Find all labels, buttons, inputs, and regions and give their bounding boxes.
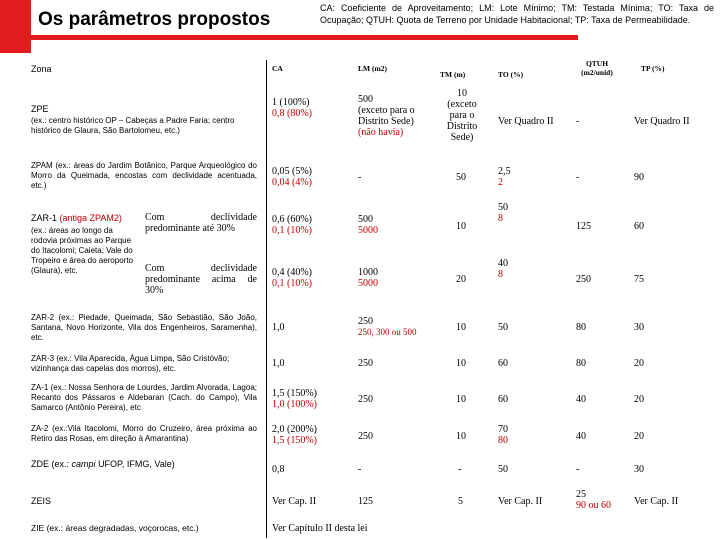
zpe-tm-line5: Sede) bbox=[450, 132, 474, 143]
header-tp: TP (%) bbox=[641, 64, 665, 73]
za2-ca-line1: 2,0 (200%) bbox=[272, 424, 317, 435]
zie-reference: Ver Capítulo II desta lei bbox=[272, 523, 368, 534]
zar1a-to-line1: 50 bbox=[498, 202, 508, 213]
zpe-lm-line1: 500 bbox=[358, 94, 373, 105]
zar2-tp: 30 bbox=[634, 322, 644, 333]
za2-description: ZA-2 (ex.:Vila Itacolomi, Morro do Cruzeiro, área próxima ao Retiro das Rosas, em direção à Amarantina) bbox=[31, 424, 257, 443]
zpe-lm-line3: Distrito Sede) bbox=[358, 116, 414, 127]
za2-ca bbox=[272, 424, 317, 446]
zar3-qtuh: 80 bbox=[576, 358, 586, 369]
header-qtuh-line2: (m2/unid) bbox=[581, 68, 613, 77]
za2-to bbox=[498, 424, 508, 446]
zar1-name: ZAR-1 bbox=[31, 213, 58, 223]
zar2-lm-line2: 250, 300 ou 500 bbox=[358, 327, 417, 337]
za1-tp: 20 bbox=[634, 394, 644, 405]
zie-description: ZIE (ex.: áreas degradadas, voçorocas, etc.) bbox=[31, 523, 199, 533]
zar1b-condition: Com declividade predominante acima de 30% bbox=[145, 263, 257, 296]
za2-lm: 250 bbox=[358, 431, 373, 442]
za1-to: 60 bbox=[498, 394, 508, 405]
zpam-lm: - bbox=[358, 172, 362, 183]
zpam-to bbox=[498, 166, 511, 188]
zar1b-to-line2: 8 bbox=[498, 269, 503, 280]
zpe-ca bbox=[272, 97, 312, 119]
zar1-title bbox=[31, 213, 137, 224]
zar3-ca: 1,0 bbox=[272, 358, 285, 369]
zar1b-lm bbox=[358, 267, 378, 289]
zpe-ca-line1: 1 (100%) bbox=[272, 97, 310, 108]
zpam-description: ZPAM (ex.: áreas do Jardim Botânico, Parque Arqueológico do Morro da Queimada, encostas com declividade acentuada, etc.) bbox=[31, 161, 257, 190]
zpe-tm-line4: Distrito bbox=[446, 121, 478, 132]
zeis-qtuh-line1: 25 bbox=[576, 489, 586, 500]
zpe-lm-line2: (exceto para o bbox=[358, 105, 415, 116]
zar1a-to bbox=[498, 202, 508, 224]
zar1a-tm: 10 bbox=[456, 221, 466, 232]
header-qtuh bbox=[572, 59, 622, 77]
zeis-tp: Ver Cap. II bbox=[634, 496, 679, 507]
za2-ca-line2: 1,5 (150%) bbox=[272, 435, 317, 446]
header-ca: CA bbox=[272, 64, 283, 73]
zpe-to: Ver Quadro II bbox=[498, 116, 554, 127]
zpe-qtuh: - bbox=[576, 116, 580, 127]
zar1b-to-line1: 40 bbox=[498, 258, 508, 269]
zpe-description: (ex.: centro histórico OP – Cabeças a Padre Faria; centro histórico de Glaura, São Bartolomeu, etc.) bbox=[31, 116, 235, 135]
za1-ca bbox=[272, 388, 317, 410]
za1-lm: 250 bbox=[358, 394, 373, 405]
zpam-tp: 90 bbox=[634, 172, 644, 183]
zpe-tp: Ver Quadro II bbox=[634, 116, 690, 127]
za2-to-line1: 70 bbox=[498, 424, 508, 435]
zeis-description: ZEIS bbox=[31, 496, 52, 506]
zeis-lm: 125 bbox=[358, 496, 373, 507]
zar1a-qtuh: 125 bbox=[576, 221, 591, 232]
zar1b-lm-line1: 1000 bbox=[358, 267, 378, 278]
zar1b-to bbox=[498, 258, 508, 280]
zpe-tm-line3: para o bbox=[449, 110, 475, 121]
zar3-lm: 250 bbox=[358, 358, 373, 369]
za2-qtuh: 40 bbox=[576, 431, 586, 442]
zeis-to: Ver Cap. II bbox=[498, 496, 543, 507]
zar1a-lm-line2: 5000 bbox=[358, 225, 378, 236]
zpam-to-line2: 2 bbox=[498, 177, 503, 188]
zar2-description: ZAR-2 (ex.: Piedade, Queimada, São Sebastião, São João, Santana, Novo Horizonte, Vila dos Engenheiros, Saramenha), etc. bbox=[31, 313, 257, 342]
zeis-qtuh bbox=[576, 489, 611, 511]
za1-ca-line2: 1,0 (100%) bbox=[272, 399, 317, 410]
zde-tm: - bbox=[458, 464, 462, 475]
zar1a-ca-line2: 0,1 (10%) bbox=[272, 225, 312, 236]
za1-tm: 10 bbox=[456, 394, 466, 405]
page-title: Os parâmetros propostos bbox=[38, 9, 271, 30]
zde-ca: 0,8 bbox=[272, 464, 285, 475]
zde-tp: 30 bbox=[634, 464, 644, 475]
zpam-ca-line2: 0,04 (4%) bbox=[272, 177, 312, 188]
zde-description-post: UFOP, IFMG, Vale) bbox=[98, 459, 175, 469]
za2-tm: 10 bbox=[456, 431, 466, 442]
zar2-to: 50 bbox=[498, 322, 508, 333]
zar1b-ca bbox=[272, 267, 312, 289]
zeis-qtuh-line2: 90 ou 60 bbox=[576, 500, 611, 511]
zar1b-tm: 20 bbox=[456, 274, 466, 285]
zar3-tm: 10 bbox=[456, 358, 466, 369]
zar1a-condition: Com declividade predominante até 30% bbox=[145, 212, 257, 234]
header-lm: LM (m2) bbox=[358, 64, 387, 73]
zar1-former-name: (antiga ZPAM2) bbox=[59, 213, 122, 223]
zar2-ca: 1,0 bbox=[272, 322, 285, 333]
zde-description-italic: campi bbox=[71, 459, 96, 469]
zpe-tm bbox=[440, 88, 484, 143]
zeis-ca: Ver Cap. II bbox=[272, 496, 317, 507]
zpe-tm-line2: (exceto bbox=[447, 99, 477, 110]
header-zona: Zona bbox=[31, 64, 52, 74]
za2-to-line2: 80 bbox=[498, 435, 508, 446]
zar2-qtuh: 80 bbox=[576, 322, 586, 333]
zpam-to-line1: 2,5 bbox=[498, 166, 511, 177]
abbreviation-legend: CA: Coeficiente de Aproveitamento; LM: Lote Mínimo; TM: Testada Mínima; TO: Taxa de Ocupação; QTUH: Quota de Terreno por Unidade Habitacional; TP: Taxa de Permeabilidade. bbox=[320, 3, 714, 25]
za1-qtuh: 40 bbox=[576, 394, 586, 405]
zar1-description: (ex.: áreas ao longo da rodovia próximas ao Parque do Itacolomi; Caieta; Vale do Tropeiro e área do aeroporto (Glaura), etc. bbox=[31, 226, 133, 275]
zde-lm: - bbox=[358, 464, 362, 475]
zar1a-tp: 60 bbox=[634, 221, 644, 232]
zar3-to: 60 bbox=[498, 358, 508, 369]
zpe-ca-line2: 0,8 (80%) bbox=[272, 108, 312, 119]
zar1b-ca-line2: 0,1 (10%) bbox=[272, 278, 312, 289]
zar3-description: ZAR-3 (ex.: Vila Aparecida, Água Limpa, São Cristóvão; vizinhança das capelas dos morros), etc. bbox=[31, 354, 230, 373]
zde-description-pre: ZDE (ex.: bbox=[31, 459, 70, 469]
za1-ca-line1: 1,5 (150%) bbox=[272, 388, 317, 399]
zpe-lm-line4: (não havia) bbox=[358, 127, 404, 138]
zar1a-lm-line1: 500 bbox=[358, 214, 373, 225]
za2-tp: 20 bbox=[634, 431, 644, 442]
zar1a-to-line2: 8 bbox=[498, 213, 503, 224]
zeis-tm: 5 bbox=[458, 496, 463, 507]
zar1b-qtuh: 250 bbox=[576, 274, 591, 285]
zde-description bbox=[31, 459, 175, 469]
zar3-tp: 20 bbox=[634, 358, 644, 369]
zar1a-ca-line1: 0,6 (60%) bbox=[272, 214, 312, 225]
zpam-qtuh: - bbox=[576, 172, 580, 183]
zpe-name: ZPE bbox=[31, 104, 49, 114]
zpe-tm-line1: 10 bbox=[457, 88, 467, 99]
red-corner-block bbox=[0, 0, 31, 53]
zpam-ca bbox=[272, 166, 312, 188]
zar1a-ca bbox=[272, 214, 312, 236]
zpam-tm: 50 bbox=[456, 172, 466, 183]
header-to: TO (%) bbox=[498, 70, 524, 79]
zar1b-tp: 75 bbox=[634, 274, 644, 285]
zar1b-lm-line2: 5000 bbox=[358, 278, 378, 289]
table-column-divider bbox=[266, 60, 267, 538]
header-qtuh-line1: QTUH bbox=[585, 59, 609, 68]
zar2-lm-line1: 250 bbox=[358, 316, 373, 327]
title-underline-bar bbox=[28, 35, 578, 40]
zde-to: 50 bbox=[498, 464, 508, 475]
header-tm: TM (m) bbox=[440, 70, 466, 79]
zar2-lm bbox=[358, 316, 417, 338]
zde-qtuh: - bbox=[576, 464, 580, 475]
za1-description: ZA-1 (ex.: Nossa Senhora de Lourdes, Jardim Alvorada, Lagoa; Recanto dos Pássaros e Aldebaran (Cach. do Campo), Vila Samarco (Antônio Pereira), etc bbox=[31, 383, 257, 412]
zpam-ca-line1: 0,05 (5%) bbox=[272, 166, 312, 177]
zar1-zone bbox=[31, 213, 137, 276]
zar1a-lm bbox=[358, 214, 378, 236]
zar1b-ca-line1: 0,4 (40%) bbox=[272, 267, 312, 278]
zpe-lm bbox=[358, 94, 433, 138]
zar2-tm: 10 bbox=[456, 322, 466, 333]
